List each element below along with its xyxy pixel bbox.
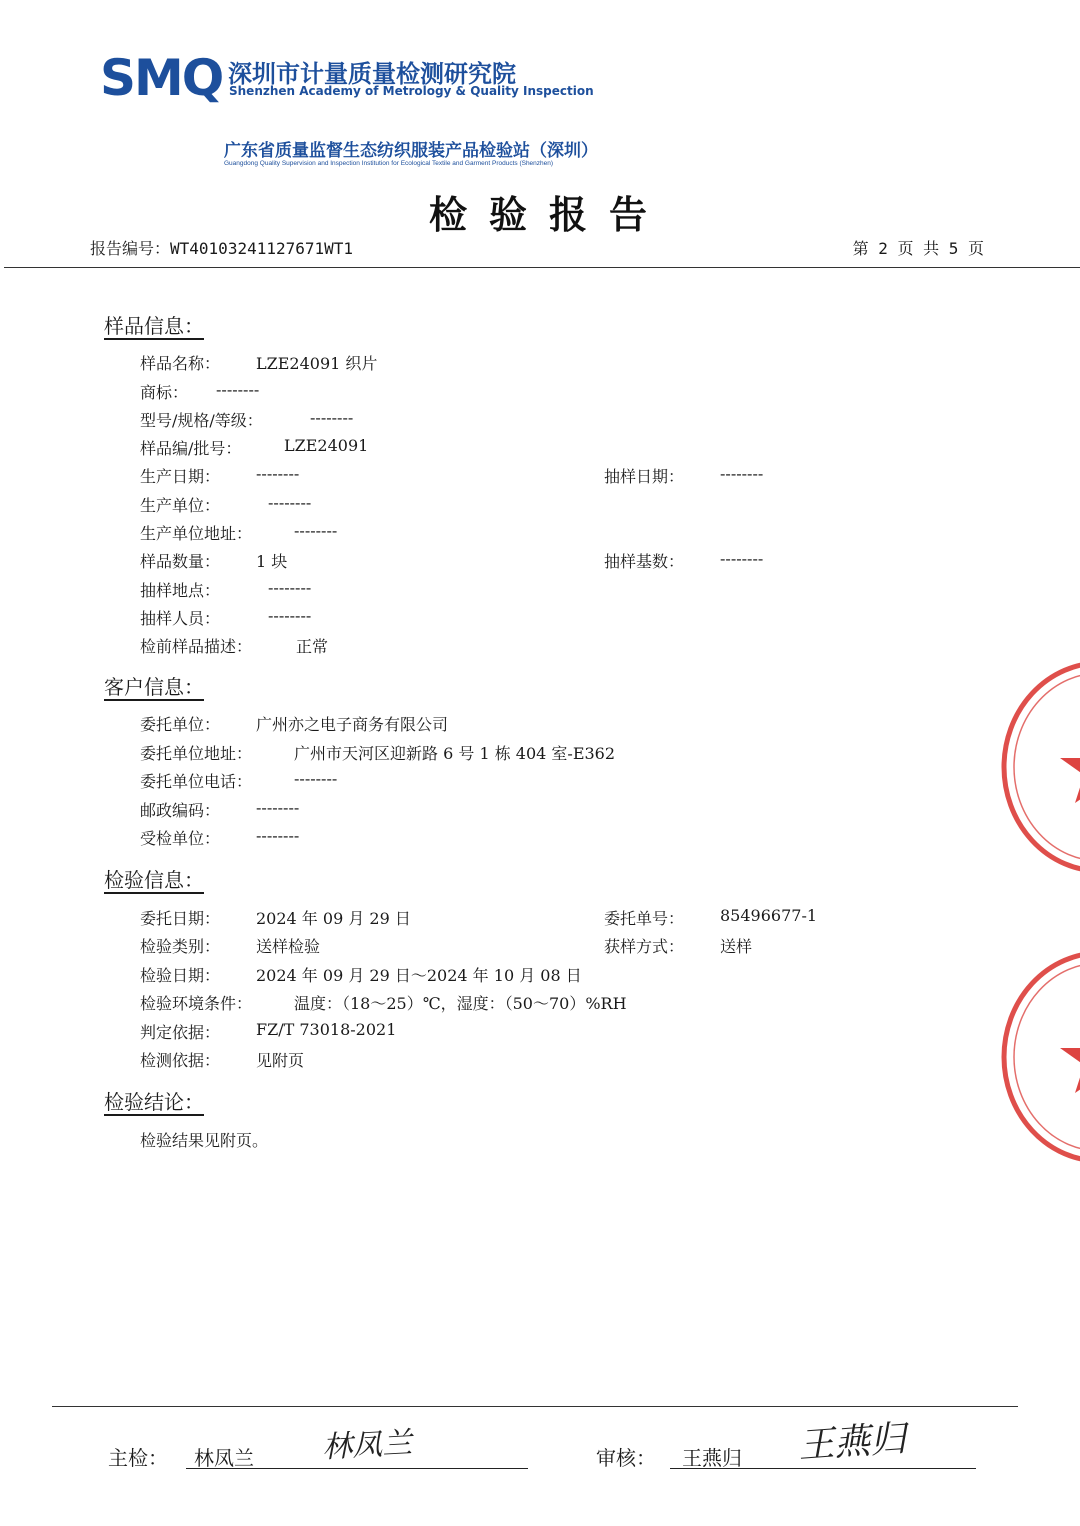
report-number [90,236,353,259]
sampling-base: -------- [720,549,764,568]
brand-value: -------- [216,380,260,399]
report-number-label: 报告编号： [90,239,171,258]
field-label: 生产单位地址： [140,524,253,543]
reviewer-signature: 王燕归 [796,1418,908,1467]
producer-address: -------- [294,521,338,540]
field-label: 检测依据： [140,1051,221,1070]
model-value: -------- [310,408,354,427]
commission-date: 2024 年 09 月 29 日 [256,909,411,928]
institute-name-en: Shenzhen Academy of Metrology & Quality Inspection [229,84,594,98]
header-divider [4,267,1080,268]
sampling-staff: -------- [268,606,312,625]
field-label: 商标： [140,383,189,402]
field-label: 委托单位电话： [140,772,253,791]
section-title-inspection: 检验信息： [104,868,204,892]
field-label: 获样方式： [604,937,685,956]
footer-divider [52,1406,1018,1407]
inspector-label: 主检： [108,1446,168,1470]
station-name-en: Guangdong Quality Supervision and Inspection Institution for Ecological Textile and Garment Products (Shenzhen) [224,160,554,167]
inspector-signature: 林凤兰 [321,1425,414,1466]
field-label: 抽样地点： [140,581,221,600]
postal-code: -------- [256,798,300,817]
field-label: 检验日期： [140,966,221,985]
conclusion-text: 检验结果见附页。 [140,1131,269,1150]
institute-name-cn: 深圳市计量质量检测研究院 [228,60,516,88]
field-label: 样品名称： [140,354,221,373]
judgement-basis: FZ/T 73018-2021 [256,1020,397,1039]
field-label: 抽样基数： [604,552,685,571]
client-phone: -------- [294,769,338,788]
field-label: 检前样品描述： [140,637,253,656]
field-label: 委托日期： [140,909,221,928]
report-number-value: WT40103241127671WT1 [170,239,354,258]
station-name-cn: 广东省质量监督生态纺织服装产品检验站（深圳） [224,141,598,161]
field-label: 检验环境条件： [140,994,253,1013]
field-label: 抽样日期： [604,467,685,486]
logo-mark: SMQ [100,49,223,107]
field-label: 检验类别： [140,937,221,956]
client-address: 广州市天河区迎新路 6 号 1 栋 404 室-E362 [294,744,616,763]
field-label: 型号/规格/等级： [140,411,263,430]
field-label: 样品数量： [140,552,221,571]
field-label: 委托单号： [604,909,685,928]
field-label: 生产日期： [140,467,221,486]
inspection-type: 送样检验 [256,937,321,956]
section-title-conclusion: 检验结论： [104,1090,204,1114]
reviewer-label: 审核： [596,1446,656,1470]
official-seal-stamp [1000,660,1080,875]
client-unit: 广州亦之电子商务有限公司 [256,715,449,734]
sampling-method: 送样 [720,937,753,956]
reviewer-signature-line [670,1468,976,1469]
section-title-sample: 样品信息： [104,314,204,338]
environment-conditions: 温度：（18～25）℃，湿度：（50～70）%RH [294,994,627,1013]
field-label: 委托单位： [140,715,221,734]
sample-description: 正常 [296,637,329,656]
order-number: 85496677-1 [720,906,818,925]
sampling-date: -------- [720,464,764,483]
batch-value: LZE24091 [284,436,369,455]
inspected-unit: -------- [256,826,300,845]
producer-value: -------- [268,493,312,512]
field-label: 判定依据： [140,1023,221,1042]
field-label: 受检单位： [140,829,221,848]
field-label: 委托单位地址： [140,744,253,763]
production-date: -------- [256,464,300,483]
inspector-signature-line [186,1468,528,1469]
inspector-name: 林凤兰 [194,1446,254,1470]
field-label: 抽样人员： [140,609,221,628]
reviewer-name: 王燕归 [682,1446,742,1470]
section-title-client: 客户信息： [104,675,204,699]
document-title: 检验报告 [428,193,669,237]
field-label: 生产单位： [140,496,221,515]
sampling-place: -------- [268,578,312,597]
official-seal-stamp [1000,950,1080,1165]
field-label: 样品编/批号： [140,439,242,458]
sample-quantity: 1 块 [256,552,288,571]
sample-name: LZE24091 织片 [256,354,378,373]
field-label: 邮政编码： [140,801,221,820]
page-indicator: 第 2 页 共 5 页 [852,239,984,258]
test-basis: 见附页 [256,1051,305,1070]
inspection-period: 2024 年 09 月 29 日～2024 年 10 月 08 日 [256,966,582,985]
